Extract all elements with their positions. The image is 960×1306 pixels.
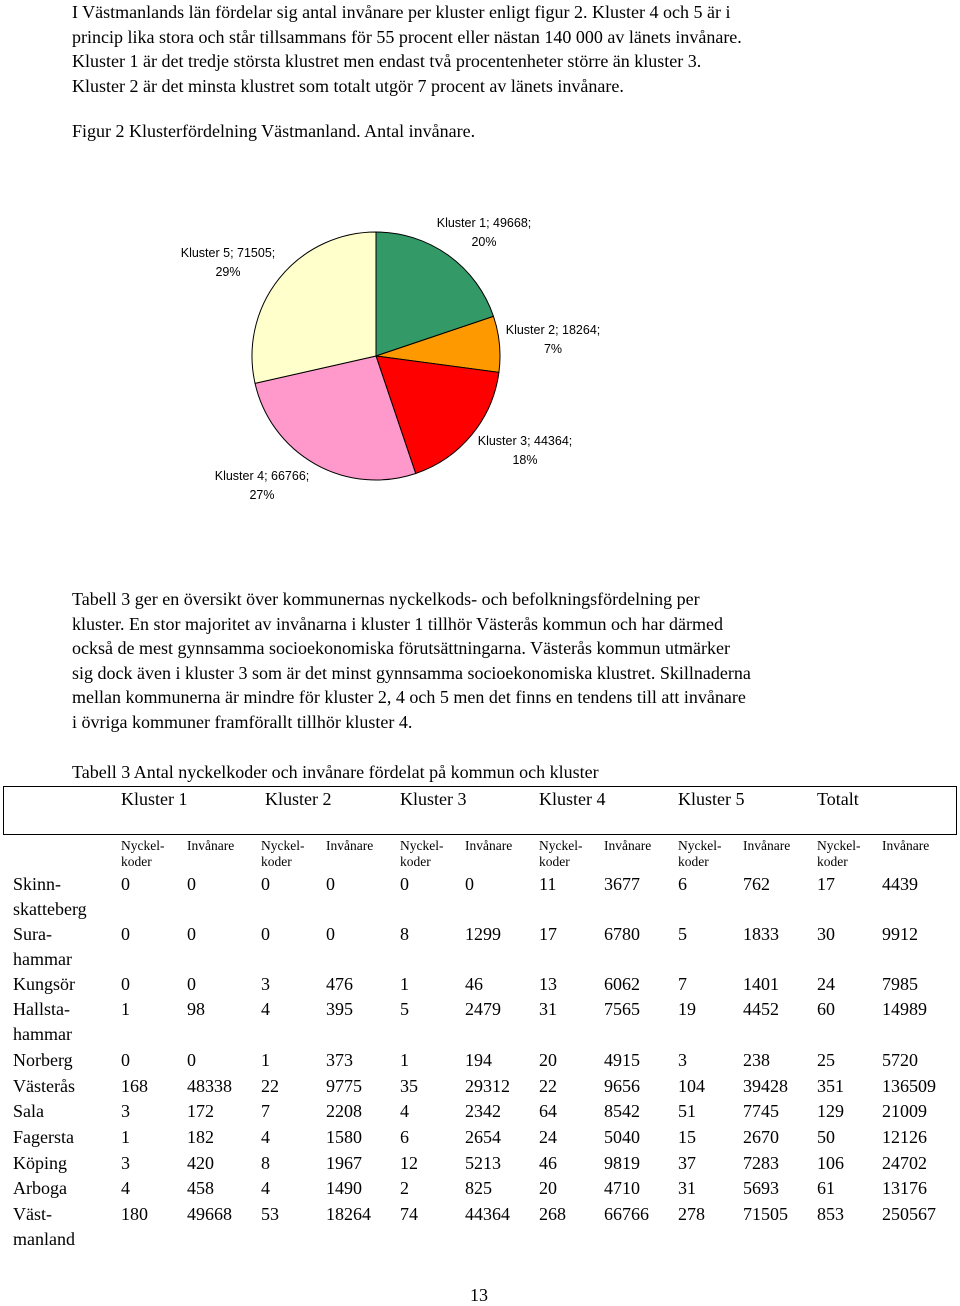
subheader-nyckelkoder: koder — [261, 854, 292, 869]
pie-label-4: Kluster 4; 66766; 27% — [214, 469, 310, 502]
table-cell: 2342 — [465, 1101, 501, 1121]
table-cell: 5213 — [465, 1153, 501, 1173]
table-cell: 373 — [326, 1050, 353, 1070]
table-cell: 48338 — [187, 1076, 232, 1096]
table-cell: 46 — [539, 1153, 557, 1173]
table-cell: 168 — [121, 1076, 148, 1096]
table-cell: 5693 — [743, 1178, 779, 1198]
table-description-paragraph — [72, 587, 902, 734]
paragraph-line: också de mest gynnsamma socioekonomiska förutsättningarna. Västerås kommun utmärker — [72, 638, 731, 658]
table-cell: 13176 — [882, 1178, 927, 1198]
subheader-nyckelkoder: koder — [817, 854, 848, 869]
table-cell: 5040 — [604, 1127, 640, 1147]
table-cell: 7283 — [743, 1153, 779, 1173]
table-cell: 4 — [121, 1178, 130, 1198]
table-cell: 39428 — [743, 1076, 788, 1096]
row-label: Arboga — [13, 1178, 67, 1198]
table-cell: 3 — [121, 1153, 130, 1173]
pie-label-3: Kluster 3; 44364; 18% — [477, 434, 573, 467]
table-cell: 4 — [261, 999, 270, 1019]
table-cell: 250567 — [882, 1204, 936, 1224]
subheader-nyckelkoder: Nyckel- — [678, 838, 722, 853]
table-cell: 1401 — [743, 974, 779, 994]
table-cell: 24702 — [882, 1153, 927, 1173]
subheader-nyckelkoder: Nyckel- — [539, 838, 583, 853]
table-cell: 60 — [817, 999, 835, 1019]
table-cell: 4915 — [604, 1050, 640, 1070]
table-cell: 15 — [678, 1127, 696, 1147]
table-cell: 351 — [817, 1076, 844, 1096]
table-cell: 268 — [539, 1204, 566, 1224]
table-cell: 2479 — [465, 999, 501, 1019]
intro-line: princip lika stora och står tillsammans för 55 procent eller nästan 140 000 av länets invånare. — [72, 26, 742, 47]
table-cell: 458 — [187, 1178, 214, 1198]
table-cell: 3 — [678, 1050, 687, 1070]
table-cell: 17 — [539, 924, 557, 944]
cluster-header: Kluster 4 — [539, 789, 606, 809]
table-cell: 2 — [400, 1178, 409, 1198]
subheader-invanare: Invånare — [187, 838, 235, 853]
paragraph-line: Tabell 3 ger en översikt över kommunernas nyckelkods- och befolkningsfördelning per — [72, 589, 700, 609]
figure-caption: Figur 2 Klusterfördelning Västmanland. Antal invånare. — [72, 121, 476, 141]
table-cell: 4710 — [604, 1178, 640, 1198]
table-cell: 0 — [121, 1050, 130, 1070]
table-cell: 5720 — [882, 1050, 918, 1070]
table-cell: 9656 — [604, 1076, 640, 1096]
row-label: Köping — [13, 1153, 67, 1173]
subheader-nyckelkoder: Nyckel- — [400, 838, 444, 853]
row-label: skatteberg — [13, 899, 87, 919]
table-cell: 71505 — [743, 1204, 788, 1224]
table-cell: 5 — [400, 999, 409, 1019]
intro-line: I Västmanlands län fördelar sig antal invånare per kluster enligt figur 2. Kluster 4 och 5 är i — [72, 2, 731, 22]
table-cell: 194 — [465, 1050, 492, 1070]
table-cell: 0 — [261, 924, 270, 944]
table-caption: Tabell 3 Antal nyckelkoder och invånare fördelat på kommun och kluster — [72, 762, 599, 782]
table-cell: 18264 — [326, 1204, 371, 1224]
table-cell: 44364 — [465, 1204, 510, 1224]
table-cell: 0 — [121, 924, 130, 944]
table-cell: 0 — [187, 874, 196, 894]
paragraph-line: mellan kommunerna är mindre för kluster 2, 4 och 5 men det finns en tendens till att invånare — [72, 687, 746, 707]
subheader-invanare: Invånare — [326, 838, 374, 853]
table-cell: 0 — [261, 874, 270, 894]
table-cell: 9912 — [882, 924, 918, 944]
row-label: hammar — [13, 949, 72, 969]
table-cell: 2654 — [465, 1127, 501, 1147]
table-cell: 420 — [187, 1153, 214, 1173]
table-cell: 22 — [261, 1076, 279, 1096]
table-cell: 13 — [539, 974, 557, 994]
table-cell: 3 — [121, 1101, 130, 1121]
table-cell: 12 — [400, 1153, 418, 1173]
table-cell: 3 — [261, 974, 270, 994]
subheader-nyckelkoder: koder — [400, 854, 431, 869]
paragraph-line: i övriga kommuner framförallt tillhör kluster 4. — [72, 711, 413, 732]
table-cell: 0 — [121, 974, 130, 994]
intro-line: Kluster 1 är det tredje största klustret men endast två procentenheter större än kluster 3. — [72, 51, 702, 71]
table-cell: 4 — [261, 1127, 270, 1147]
table-cell: 136509 — [882, 1076, 936, 1096]
table-cell: 238 — [743, 1050, 770, 1070]
table-cell: 20 — [539, 1178, 557, 1198]
table-cell: 106 — [817, 1153, 844, 1173]
pie-label-2: Kluster 2; 18264; 7% — [505, 323, 601, 356]
table-cell: 0 — [187, 1050, 196, 1070]
table-cell: 8 — [400, 924, 409, 944]
table-cell: 7565 — [604, 999, 640, 1019]
row-label: Västerås — [13, 1076, 75, 1096]
cluster-header: Kluster 5 — [678, 789, 745, 809]
table-cell: 0 — [465, 874, 474, 894]
page-number: 13 — [470, 1285, 488, 1305]
table-cell: 182 — [187, 1127, 214, 1147]
subheader-nyckelkoder: koder — [539, 854, 570, 869]
table-cell: 19 — [678, 999, 696, 1019]
table-cell: 66766 — [604, 1204, 649, 1224]
table-cell: 17 — [817, 874, 835, 894]
row-label: hammar — [13, 1024, 72, 1044]
table-cell: 61 — [817, 1178, 835, 1198]
table-cell: 7 — [261, 1101, 270, 1121]
table-cell: 6 — [400, 1127, 409, 1147]
table-cell: 1 — [261, 1050, 270, 1070]
table-cell: 4 — [400, 1101, 409, 1121]
row-label: Norberg — [13, 1050, 73, 1070]
table-cell: 0 — [326, 874, 335, 894]
table-rule — [3, 786, 4, 834]
table-cell: 0 — [187, 924, 196, 944]
table-cell: 11 — [539, 874, 557, 894]
table-cell: 7745 — [743, 1101, 779, 1121]
table-cell: 46 — [465, 974, 483, 994]
cluster-header: Kluster 2 — [265, 789, 332, 809]
table-cell: 35 — [400, 1076, 418, 1096]
table-cell: 20 — [539, 1050, 557, 1070]
pie-label-5: Kluster 5; 71505; 29% — [180, 246, 276, 279]
table-cell: 1 — [400, 974, 409, 994]
table-cell: 0 — [121, 874, 130, 894]
table-cell: 7985 — [882, 974, 918, 994]
cluster-header: Kluster 1 — [121, 789, 188, 809]
table-cell: 0 — [326, 924, 335, 944]
table-cell: 37 — [678, 1153, 696, 1173]
table-cell: 98 — [187, 999, 205, 1019]
table-cell: 1 — [400, 1050, 409, 1070]
table-cell: 1833 — [743, 924, 779, 944]
row-label: Kungsör — [13, 974, 75, 994]
table-cell: 0 — [400, 874, 409, 894]
table-cell: 50 — [817, 1127, 835, 1147]
table-cell: 74 — [400, 1204, 418, 1224]
subheader-nyckelkoder: Nyckel- — [817, 838, 861, 853]
table-cell: 278 — [678, 1204, 705, 1224]
table-cell: 395 — [326, 999, 353, 1019]
row-label: Hallsta- — [13, 999, 70, 1019]
table-cell: 1299 — [465, 924, 501, 944]
subheader-invanare: Invånare — [465, 838, 513, 853]
row-label: Väst- — [13, 1204, 52, 1224]
table-cell: 853 — [817, 1204, 844, 1224]
table-cell: 24 — [539, 1127, 557, 1147]
table-cell: 9775 — [326, 1076, 362, 1096]
table-cell: 180 — [121, 1204, 148, 1224]
pie-chart — [0, 200, 960, 530]
table-cell: 1 — [121, 999, 130, 1019]
table-cell: 1490 — [326, 1178, 362, 1198]
table-cell: 129 — [817, 1101, 844, 1121]
table-cell: 30 — [817, 924, 835, 944]
intro-paragraph — [72, 0, 902, 98]
table-cell: 8542 — [604, 1101, 640, 1121]
table-cell: 104 — [678, 1076, 705, 1096]
subheader-nyckelkoder: Nyckel- — [121, 838, 165, 853]
intro-line: Kluster 2 är det minsta klustret som totalt utgör 7 procent av länets invånare. — [72, 75, 624, 96]
table-cell: 6062 — [604, 974, 640, 994]
subheader-invanare: Invånare — [604, 838, 652, 853]
table-cell: 172 — [187, 1101, 214, 1121]
row-label: Skinn- — [13, 874, 62, 894]
table-cell: 24 — [817, 974, 835, 994]
table-cell: 9819 — [604, 1153, 640, 1173]
table-cell: 1580 — [326, 1127, 362, 1147]
table-cell: 2208 — [326, 1101, 362, 1121]
subheader-nyckelkoder: Nyckel- — [261, 838, 305, 853]
cluster-header: Totalt — [817, 789, 859, 809]
pie-label-1: Kluster 1; 49668; 20% — [436, 216, 532, 249]
table-cell: 5 — [678, 924, 687, 944]
paragraph-line: sig dock även i kluster 3 som är det minst gynnsamma socioekonomiska klustret. Skillnaderna — [72, 662, 751, 683]
table-cell: 7 — [678, 974, 687, 994]
table-cell: 12126 — [882, 1127, 927, 1147]
table-cell: 0 — [187, 974, 196, 994]
table-cell: 31 — [539, 999, 557, 1019]
table-cell: 29312 — [465, 1076, 510, 1096]
table-cell: 4 — [261, 1178, 270, 1198]
row-label: Sura- — [13, 924, 52, 944]
row-label: Fagersta — [13, 1127, 74, 1147]
table-cell: 3677 — [604, 874, 640, 894]
table-cell: 825 — [465, 1178, 492, 1198]
table-cell: 4439 — [882, 874, 918, 894]
table-cell: 1967 — [326, 1153, 362, 1173]
subheader-nyckelkoder: koder — [678, 854, 709, 869]
subheader-invanare: Invånare — [743, 838, 791, 853]
table-cell: 22 — [539, 1076, 557, 1096]
table-cell: 6780 — [604, 924, 640, 944]
table-cell: 14989 — [882, 999, 927, 1019]
table-cell: 8 — [261, 1153, 270, 1173]
table-cell: 476 — [326, 974, 353, 994]
table-cell: 6 — [678, 874, 687, 894]
row-label: Sala — [13, 1101, 44, 1121]
row-label: manland — [13, 1229, 75, 1249]
table-cell: 4452 — [743, 999, 779, 1019]
table-cell: 1 — [121, 1127, 130, 1147]
table-cell: 51 — [678, 1101, 696, 1121]
table-cell: 2670 — [743, 1127, 779, 1147]
subheader-invanare: Invånare — [882, 838, 930, 853]
table-cell: 64 — [539, 1101, 557, 1121]
table-rule — [956, 786, 957, 834]
table-rule — [3, 834, 957, 835]
table-cell: 31 — [678, 1178, 696, 1198]
table-cell: 21009 — [882, 1101, 927, 1121]
table-cell: 25 — [817, 1050, 835, 1070]
table-cell: 49668 — [187, 1204, 232, 1224]
cluster-header: Kluster 3 — [400, 789, 467, 809]
paragraph-line: kluster. En stor majoritet av invånarna i kluster 1 tillhör Västerås kommun och har därmed — [72, 613, 724, 634]
table-cell: 762 — [743, 874, 770, 894]
subheader-nyckelkoder: koder — [121, 854, 152, 869]
table-cell: 53 — [261, 1204, 279, 1224]
